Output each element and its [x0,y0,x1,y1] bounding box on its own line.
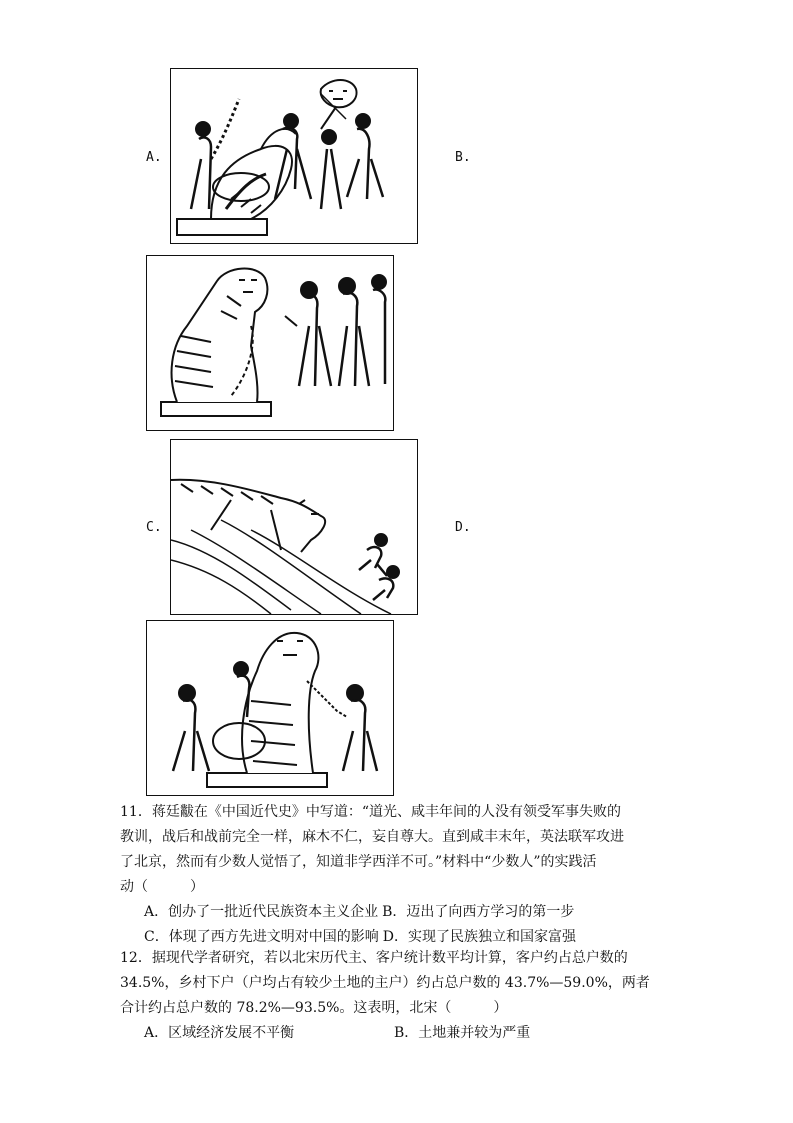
cartoon-leaping-tiger-icon [171,440,417,614]
question-11-choices-row-1 [120,900,680,925]
question-11-choice-c[interactable]: C．体现了西方先进文明对中国的影响 [144,929,379,945]
illustration-b-image [146,255,394,431]
option-b-label: B. [455,150,471,165]
illustration-c-image [170,439,418,615]
question-11-line-1: 11．蒋廷黻在《中国近代史》中写道：“道光、咸丰年间的人没有领受军事失败的 [120,804,621,820]
option-a-label: A. [146,150,162,165]
question-12-choice-b[interactable]: B．土地兼并较为严重 [394,1025,531,1041]
question-12-line-3: 合计约占总户数的 78.2%—93.5%。这表明，北宋（ ） [120,1000,508,1016]
question-12 [120,946,680,1046]
question-11-line-4: 动（ ） [120,879,204,895]
question-12-choice-a[interactable]: A．区域经济发展不平衡 [144,1025,295,1041]
question-12-line-2: 34.5%，乡村下户（户均占有较少土地的主户）约占总户数的 43.7%—59.0%，两者 [120,975,650,991]
question-11-line-3: 了北京，然而有少数人觉悟了，知道非学西洋不可。”材料中“少数人”的实践活 [120,854,597,870]
option-c-label: C. [146,520,162,535]
question-11-choice-d[interactable]: D．实现了民族独立和国家富强 [382,929,576,945]
question-11 [120,800,680,950]
question-11-choice-b[interactable]: B．迈出了向西方学习的第一步 [382,904,575,920]
question-12-choices-row-1 [120,1021,680,1046]
question-11-choice-a[interactable]: A．创办了一批近代民族资本主义企业 [144,904,379,920]
cartoon-chained-tiger-icon [147,256,393,430]
question-11-line-2: 教训，战后和战前完全一样，麻木不仁，妄自尊大。直到咸丰末年，英法联军攻进 [120,829,624,845]
cartoon-pulling-tiger-icon [147,621,393,795]
cartoon-binding-tiger-icon [171,69,417,243]
question-12-line-1: 12．据现代学者研究，若以北宋历代主、客户统计数平均计算，客户约占总户数的 [120,950,628,966]
option-d-label: D. [455,520,471,535]
illustration-d-image [146,620,394,796]
illustration-a-image [170,68,418,244]
